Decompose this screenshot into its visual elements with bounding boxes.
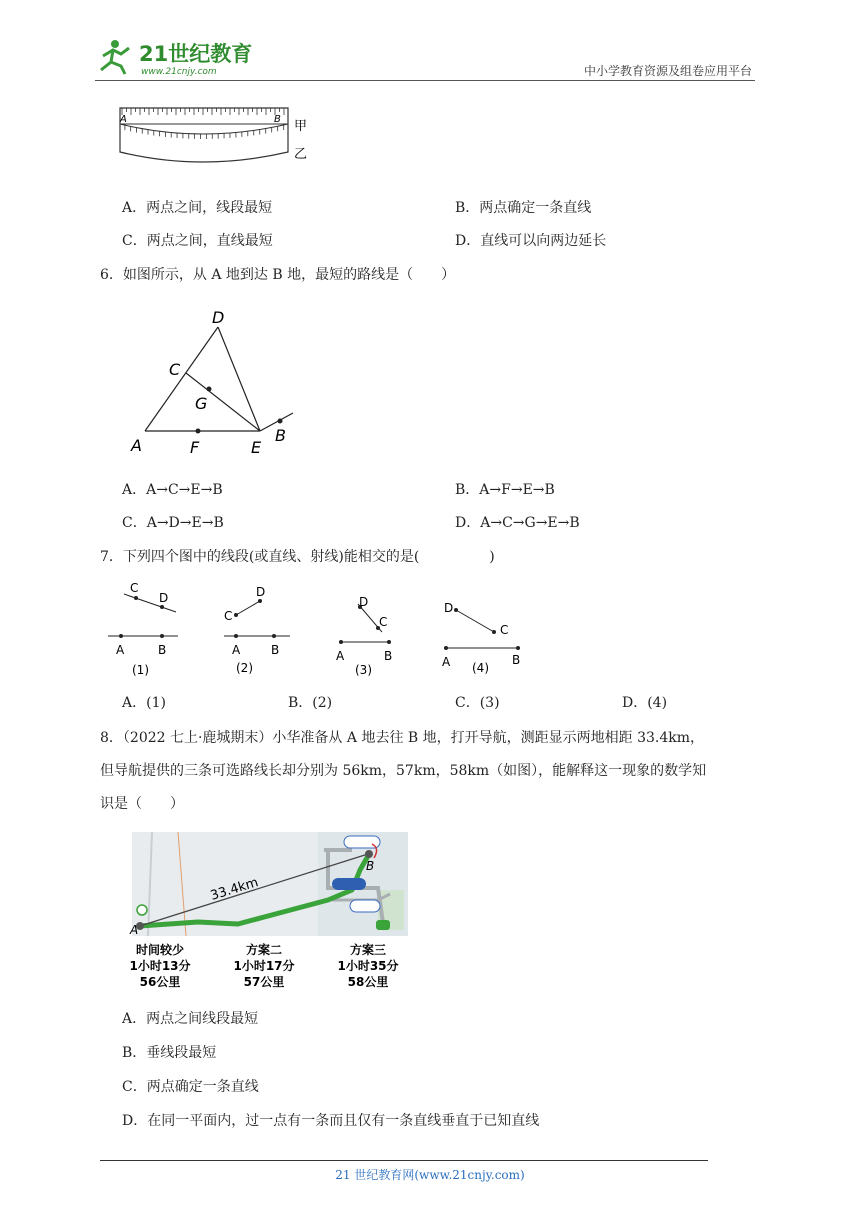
q7-f4-label-b: B (512, 653, 521, 667)
q7-f2-label-b: B (271, 643, 280, 657)
q7-figure-3 (335, 592, 415, 682)
q8-route-3-name: 方案三 (349, 943, 387, 957)
q5-option-c: C．两点之间，直线最短 (122, 233, 273, 249)
platform-name: 中小学教育资源及组卷应用平台 (583, 64, 752, 78)
q7-f2-label-c: C (224, 609, 233, 623)
ruler-label-b: B (274, 114, 281, 125)
q5-option-b: B．两点确定一条直线 (455, 200, 592, 216)
q7-f4-label-c: C (500, 623, 509, 637)
q8-option-a: A．两点之间线段最短 (122, 1011, 259, 1027)
q8-route-2-length: 57公里 (243, 975, 285, 989)
runner-icon (101, 40, 129, 74)
q8-stem-line1: 8．（2022 七上·鹿城期末）小华准备从 A 地去往 B 地，打开导航，测距显示两地相距 33.4km， (100, 730, 705, 746)
q8-stem-line2: 但导航提供的三条可选路线长却分别为 56km，57km，58km（如图），能解释这一现象的数学知 (100, 763, 707, 779)
q6-label-d: D (212, 308, 225, 327)
q6-triangle-figure (125, 305, 305, 460)
q7-f4-label-a: A (442, 655, 451, 669)
q8-option-b: B．垂线段最短 (122, 1045, 217, 1061)
logo-main-text: 21世纪教育 (139, 42, 253, 66)
q8-route-2-name: 方案二 (245, 943, 283, 957)
q7-f3-caption: (3) (355, 663, 372, 677)
q7-option-b: B．(2) (288, 695, 333, 711)
header-divider (95, 80, 755, 81)
q6-label-c: C (169, 360, 181, 379)
q8-route-3-time: 1小时35分 (337, 959, 399, 973)
q8-option-d: D．在同一平面内，过一点有一条而且仅有一条直线垂直于已知直线 (122, 1113, 540, 1129)
q8-navigation-map (128, 830, 410, 995)
q7-f2-caption: (2) (236, 661, 253, 675)
q6-stem: 6．如图所示，从 A 地到达 B 地，最短的路线是（ ） (100, 267, 456, 283)
ruler-label-a: A (120, 114, 127, 125)
ruler-label-jia: 甲 (294, 119, 308, 134)
q7-f4-label-d: D (444, 601, 454, 615)
q8-option-c: C．两点确定一条直线 (122, 1079, 259, 1095)
q7-option-a: A．(1) (122, 695, 166, 711)
q7-f1-label-d: D (159, 591, 169, 605)
q7-f2-label-a: A (232, 643, 241, 657)
q8-map-label-b: B (366, 859, 375, 873)
q6-option-b: B．A→F→E→B (455, 482, 555, 498)
q6-label-g: G (195, 394, 208, 413)
q7-figure-2 (220, 578, 300, 678)
q6-label-e: E (251, 438, 262, 457)
q6-label-b: B (275, 426, 286, 445)
q7-f1-label-b: B (158, 643, 167, 657)
q7-f2-label-d: D (256, 585, 266, 599)
q6-label-f: F (190, 438, 200, 457)
q8-route-1-length: 56公里 (139, 975, 181, 989)
q7-option-c: C．(3) (455, 695, 500, 711)
q6-option-c: C．A→D→E→B (122, 515, 224, 531)
ruler-figure (112, 100, 322, 170)
q8-route-3-length: 58公里 (347, 975, 389, 989)
q7-f3-label-b: B (384, 649, 393, 663)
q5-option-d: D．直线可以向两边延长 (455, 233, 607, 249)
q8-map-distance: 33.4km (208, 875, 261, 904)
q8-stem-line3: 识是（ ） (100, 796, 184, 812)
q6-label-a: A (131, 436, 142, 455)
q7-option-d: D．(4) (622, 695, 668, 711)
footer-link[interactable]: 21 世纪教育网(www.21cnjy.com) (335, 1168, 525, 1182)
q7-f4-caption: (4) (472, 661, 489, 675)
q7-f3-label-a: A (336, 649, 345, 663)
site-logo (95, 36, 265, 80)
logo-sub-text: www.21cnjy.com (141, 67, 217, 77)
q7-stem: 7．下列四个图中的线段(或直线、射线)能相交的是( ) (100, 549, 495, 565)
q8-route-2-time: 1小时17分 (233, 959, 295, 973)
q7-f1-label-c: C (130, 581, 139, 595)
footer-divider (100, 1160, 708, 1161)
q8-map-label-a: A (130, 923, 139, 937)
q7-figure-1 (104, 578, 184, 678)
q7-f3-label-c: C (379, 615, 388, 629)
q8-route-1-time: 1小时13分 (129, 959, 191, 973)
ruler-label-yi: 乙 (294, 147, 308, 162)
q7-f1-caption: (1) (132, 663, 149, 677)
q5-option-a: A．两点之间，线段最短 (122, 200, 273, 216)
q8-route-1-name: 时间较少 (135, 943, 185, 957)
q6-option-d: D．A→C→G→E→B (455, 515, 580, 531)
q6-option-a: A．A→C→E→B (122, 482, 223, 498)
q7-f3-label-d: D (359, 595, 369, 609)
q7-f1-label-a: A (116, 643, 125, 657)
q7-figure-4 (440, 598, 535, 678)
